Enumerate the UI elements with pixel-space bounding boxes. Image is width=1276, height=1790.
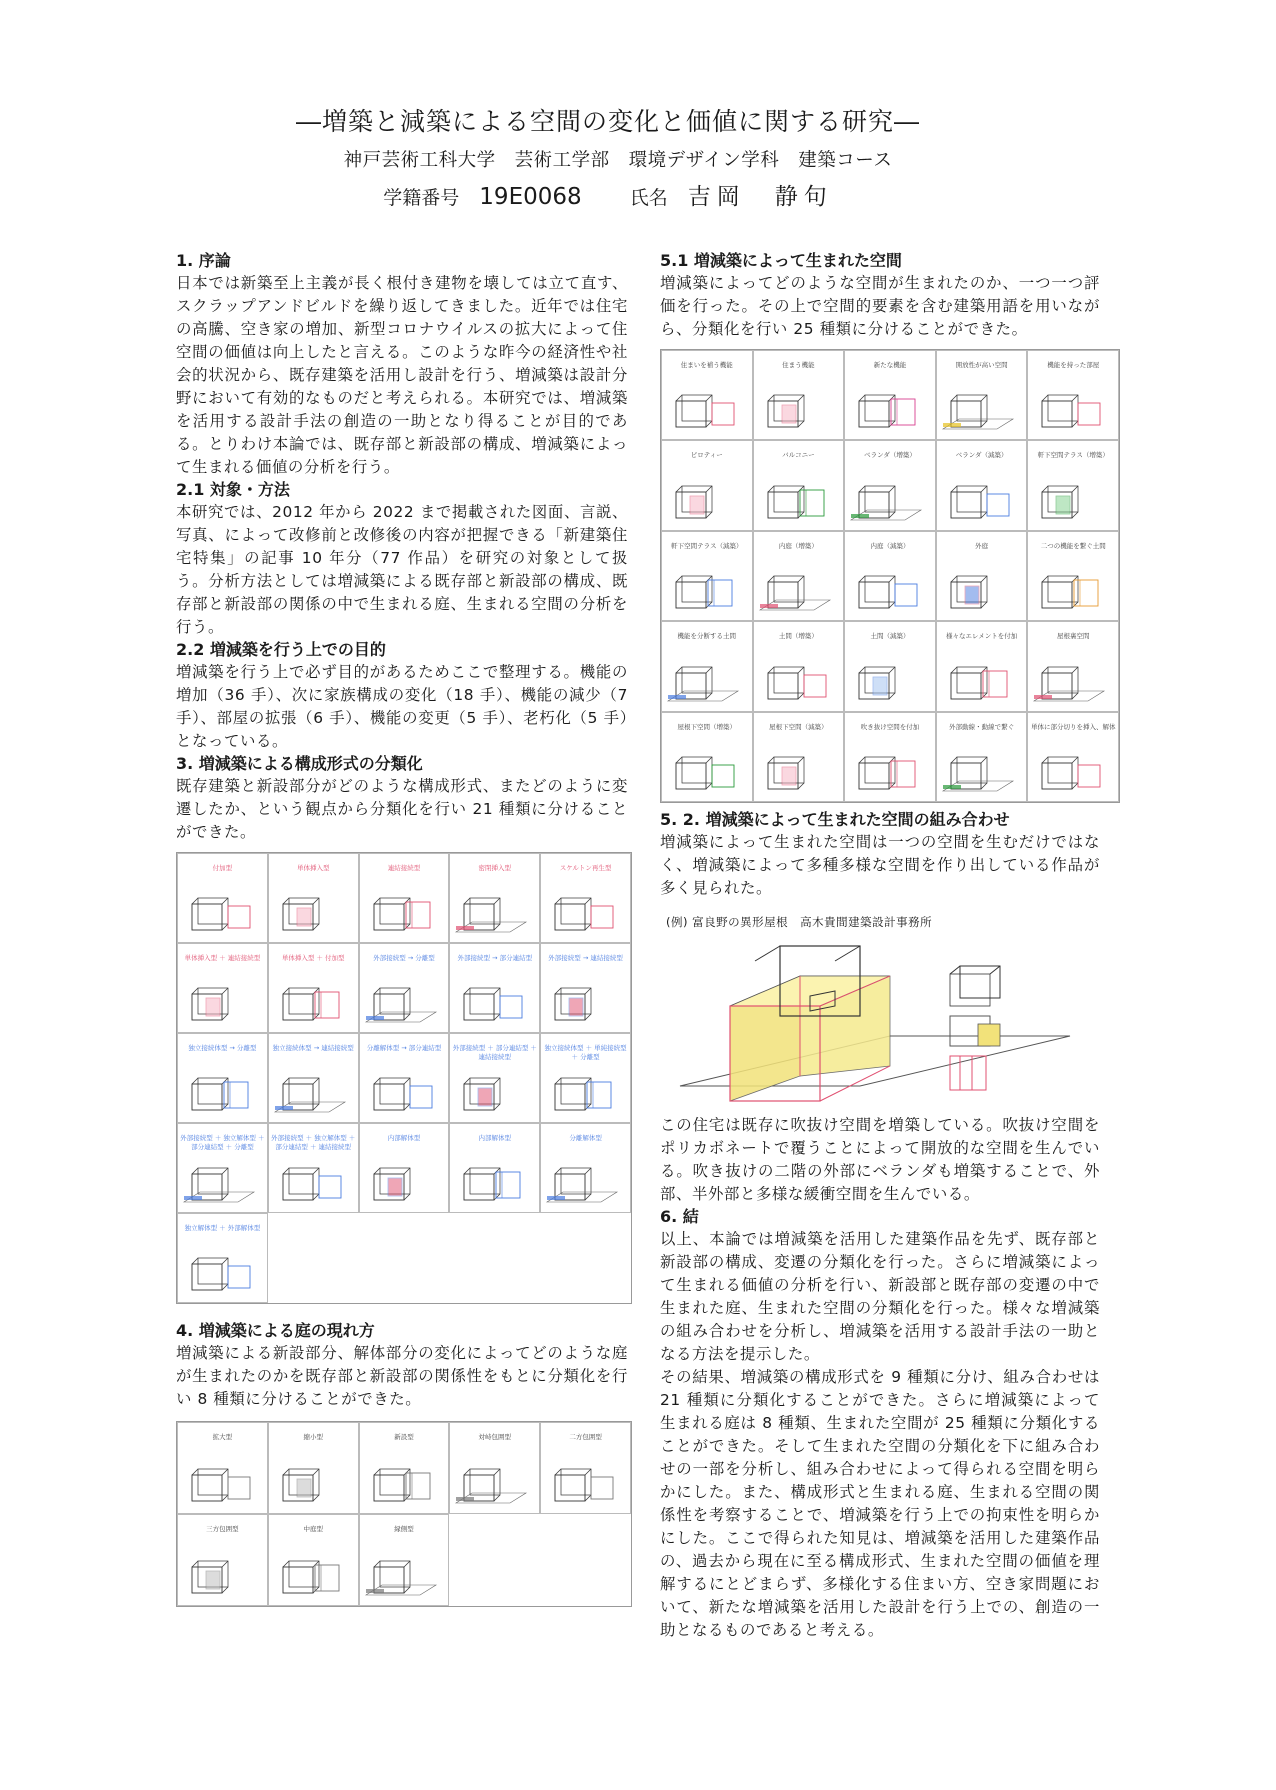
figure-cell [661, 531, 753, 621]
figure-cell [540, 1123, 631, 1213]
cell-diagram [754, 741, 840, 801]
figure-cell-caption: 屋根下空間（減築） [769, 722, 828, 731]
figure-cell [936, 621, 1028, 711]
figure-cell-caption: 単体に部分切りを挿入、解体 [1030, 722, 1116, 731]
figure-cell-caption: ベランダ（増築） [864, 451, 916, 460]
figure-cell [753, 712, 845, 802]
figure-cell-empty [359, 1213, 450, 1303]
figure-cell [359, 943, 450, 1033]
section-title: 1. 序論 [176, 251, 231, 270]
figure-cell-caption: 軒下空間テラス（減築） [671, 541, 743, 550]
figure-cell-caption: 単体挿入型 [296, 864, 330, 872]
figure-cell [268, 1514, 359, 1606]
figure-cell-caption: 吹き抜け空間を付加 [860, 722, 920, 731]
figure-cell-caption: 縮小型 [303, 1433, 323, 1441]
example-caption: (例) 富良野の異形屋根 高木貴間建築設計事務所 [666, 915, 933, 929]
section-body: 増減築によって生まれた空間は一つの空間を生むだけではなく、増減築によって多種多様な空間を作り出している作品が多く見られた。 [660, 833, 1100, 897]
figure-cell [936, 712, 1028, 802]
cell-diagram [178, 1242, 264, 1302]
left-column [176, 250, 628, 1607]
cell-diagram [269, 882, 355, 942]
cell-diagram [450, 972, 536, 1032]
figure-cell [359, 1422, 450, 1514]
figure-cell-caption: 外部接続型 → 部分連結型 [457, 954, 533, 962]
figure-cell-caption: 新設型 [394, 1433, 414, 1441]
figure-cell [268, 1422, 359, 1514]
cell-diagram [937, 560, 1023, 620]
figure-cell [844, 621, 936, 711]
figure-cell [268, 853, 359, 943]
figure-cell-caption: 中庭型 [303, 1525, 323, 1533]
cell-diagram [541, 1453, 627, 1513]
figure-cell [540, 1422, 631, 1514]
cell-diagram [937, 470, 1023, 530]
figure-cell [177, 1213, 268, 1303]
figure-cell [936, 440, 1028, 530]
figure-cell [268, 1033, 359, 1123]
cell-diagram [662, 741, 748, 801]
cell-diagram [450, 1152, 536, 1212]
figure-cell-caption: 二方包囲型 [569, 1433, 602, 1441]
cell-diagram [178, 1062, 264, 1122]
section-body: 増減築によってどのような空間が生まれたのか、一つ一つ評価を行った。その上で空間的要素を含む建築用語を用いながら、分類化を行い 25 種類に分けることができた。 [660, 274, 1100, 338]
cell-diagram [937, 379, 1023, 439]
figure-cell-empty [540, 1213, 631, 1303]
example-diagram [660, 936, 1100, 1106]
figure-cell [449, 853, 540, 943]
cell-diagram [450, 1453, 536, 1513]
figure-cell-caption: 内庭（減築） [870, 541, 910, 550]
figure-cell-caption: バルコニー [782, 451, 815, 460]
figure-cell-empty [540, 1514, 631, 1606]
paper-header [0, 102, 1276, 211]
figure-cell [1027, 712, 1119, 802]
figure-cell [661, 621, 753, 711]
cell-diagram [360, 1152, 446, 1212]
figure-cell-empty [449, 1213, 540, 1303]
figure-cell [844, 440, 936, 530]
figure-cell-empty [268, 1213, 359, 1303]
cell-diagram [662, 470, 748, 530]
figure-cell [449, 1123, 540, 1213]
figure-cell-caption: 付加型 [212, 864, 233, 872]
figure-cell-caption: 独立接続体型 → 分離型 [188, 1044, 257, 1052]
author-name: 吉岡 静句 [687, 184, 833, 210]
figure-cell [449, 1033, 540, 1123]
figure-cell [661, 712, 753, 802]
figure-cell-caption: 機能を持った部屋 [1047, 361, 1100, 369]
figure-cell [177, 1514, 268, 1606]
affiliation: 神戸芸術工科大学 芸術工学部 環境デザイン学科 建築コース [343, 150, 893, 171]
figure-cell-caption: 屋根裏空間 [1056, 632, 1090, 641]
cell-diagram [269, 1545, 355, 1605]
cell-diagram [360, 882, 446, 942]
figure-cell [177, 1123, 268, 1213]
cell-diagram [754, 651, 840, 711]
figure-cell-caption: 三方包囲型 [206, 1525, 239, 1533]
figure-cell-caption: 独立接続体型 ＋ 単純接続型 ＋ 分離型 [544, 1044, 627, 1061]
figure-cell-caption: 様々なエレメントを付加 [945, 632, 1018, 641]
composition-type-figure [176, 852, 632, 1304]
cell-diagram [178, 1545, 264, 1605]
figure-cell [540, 943, 631, 1033]
cell-diagram [269, 1062, 355, 1122]
figure-cell-caption: 分離解体型 → 部分連結型 [366, 1044, 442, 1052]
figure-cell-caption: ピロティー [690, 451, 723, 460]
figure-cell [753, 350, 845, 440]
figure-cell-caption: 機能を分断する土間 [677, 632, 737, 641]
cell-diagram [845, 560, 931, 620]
section-body: 日本では新築至上主義が長く根付き建物を壊しては立て直す、スクラップアンドビルドを繰り返してきました。近年では住宅の高騰、空き家の増加、新型コロナウイルスの拡大によって住空間の価値は向上したと言える。このような昨今の経済性や社会的状況から、既存建築を活用し設計を行う、増減築は設計分野において有効的なものだと考えられる。本研究では、増減築を活用する設計手法の創造の一助となり得ることが目的である。とりわけ本論では、既存部と新設部の構成、増減築によって生まれる価値の分析を行う。 [176, 274, 628, 476]
figure-cell-caption: 住まう機能 [782, 361, 815, 369]
cell-diagram [1028, 379, 1114, 439]
figure-cell-caption: 外部接続型 → 連結接続型 [548, 954, 623, 962]
cell-diagram [178, 1453, 264, 1513]
cell-diagram [937, 651, 1023, 711]
cell-diagram [845, 651, 931, 711]
cell-diagram [662, 560, 748, 620]
figure-cell [936, 350, 1028, 440]
figure-cell [1027, 440, 1119, 530]
cell-diagram [541, 1062, 627, 1122]
figure-cell-caption: 縁側型 [394, 1525, 414, 1533]
right-column [660, 250, 1116, 1642]
figure-cell-caption: 独立接続体型 → 連結接続型 [272, 1044, 354, 1052]
cell-diagram [269, 1453, 355, 1513]
figure-cell-caption: 外部接続型 ＋ 独立解体型 ＋ 部分連結型 ＋ 分離型 [180, 1134, 265, 1151]
figure-cell-caption: 外部接続型 → 分離型 [373, 954, 435, 962]
cell-diagram [541, 882, 627, 942]
figure-cell [753, 440, 845, 530]
author-line [0, 178, 1276, 211]
figure-cell [359, 853, 450, 943]
cell-diagram [662, 651, 748, 711]
cell-diagram [937, 741, 1023, 801]
garden-type-figure [176, 1421, 632, 1607]
section-title: 4. 増減築による庭の現れ方 [176, 1321, 375, 1340]
cell-diagram [845, 379, 931, 439]
section-body: 既存建築と新設部分がどのような構成形式、またどのように変遷したか、という観点から分類化を行い 21 種類に分けることができた。 [176, 777, 628, 841]
figure-cell-caption: 対峙包囲型 [478, 1433, 512, 1441]
section-title: 2.1 対象・方法 [176, 480, 290, 499]
space-type-figure [660, 349, 1120, 803]
figure-cell-caption: 屋根下空間（増築） [677, 722, 737, 731]
cell-diagram [1028, 470, 1114, 530]
cell-diagram [178, 1152, 264, 1212]
figure-cell-caption: 内部解体型 [387, 1134, 421, 1142]
section-title: 5. 2. 増減築によって生まれた空間の組み合わせ [660, 810, 1010, 829]
figure-cell [359, 1123, 450, 1213]
section-body: その結果、増減築の構成形式を 9 種類に分け、組み合わせは 21 種類に分類化することができた。さらに増減築によって生まれる庭は 8 種類、生まれた空間が 25 種類に分類化することができた。そして生まれた空間の分類化を下に組み合わせの一部を分析し、組み合わせによって得られる空間を明らかにした。また、構成形式と生まれる庭、生まれる空間の関係性を考察することで、増減築を行う上での拘束性を明らかにした。ここで得られた知見は、増減築を活用した建築作品の、過去から現在に至る構成形式、生まれた空間の価値を理解するにとどまらず、多様化する住まい方、空き家問題において、新たな増減築を活用した設計を行う上での、創造の一助となるものであると考える。 [660, 1368, 1100, 1639]
figure-cell-caption: 外部動線・動線で繋ぐ [949, 722, 1015, 731]
cell-diagram [360, 1545, 446, 1605]
name-label: 氏名 [629, 187, 668, 209]
figure-cell [540, 1033, 631, 1123]
figure-cell-caption: 外庭 [975, 541, 989, 550]
cell-diagram [178, 882, 264, 942]
cell-diagram [269, 972, 355, 1032]
example-figure [660, 936, 1100, 1106]
cell-diagram [845, 741, 931, 801]
student-id-label: 学籍番号 [383, 187, 460, 209]
section-body: 以上、本論では増減築を活用した建築作品を先ず、既存部と新設部の構成、変遷の分類化を行った。さらに増減築によって生まれる価値の分析を行い、新設部と既存部の変遷の中で生まれた庭、生まれた空間の分類化を行った。様々な増減築の組み合わせを分析し、増減築を活用する設計手法の一助となる方法を提示した。 [660, 1230, 1100, 1363]
cell-diagram [360, 1453, 446, 1513]
section-title: 2.2 増減築を行う上での目的 [176, 640, 386, 659]
cell-diagram [360, 972, 446, 1032]
paper-title: ―増築と減築による空間の変化と価値に関する研究― [295, 107, 920, 136]
figure-cell-caption: 密閉挿入型 [478, 864, 512, 872]
cell-diagram [754, 470, 840, 530]
figure-cell [359, 1033, 450, 1123]
figure-cell-caption: 外部接続型 ＋ 独立解体型 ＋ 部分連結型 ＋ 連結接続型 [271, 1134, 356, 1151]
cell-diagram [541, 1152, 627, 1212]
cell-diagram [754, 560, 840, 620]
cell-diagram [450, 1062, 536, 1122]
figure-cell-caption: 外部接続型 ＋ 部分連結型 ＋ 連結接続型 [452, 1044, 537, 1061]
cell-diagram [450, 882, 536, 942]
student-id: 19E0068 [479, 184, 582, 210]
figure-cell-caption: 分離解体型 [569, 1134, 602, 1142]
figure-cell-caption: 内部解体型 [478, 1134, 512, 1142]
figure-cell-caption: 単体挿入型 ＋ 付加型 [281, 954, 345, 962]
figure-cell [540, 853, 631, 943]
figure-cell-empty [449, 1514, 540, 1606]
figure-cell-caption: 土間（減築） [870, 632, 910, 641]
cell-diagram [269, 1152, 355, 1212]
section-title: 6. 結 [660, 1207, 699, 1226]
figure-cell [359, 1514, 450, 1606]
figure-cell-caption: 開放性が高い空間 [955, 361, 1008, 369]
figure-cell [1027, 531, 1119, 621]
cell-diagram [360, 1062, 446, 1122]
figure-cell-caption: 二つの機能を繋ぐ土間 [1040, 541, 1106, 550]
figure-cell-caption: 独立解体型 ＋ 外部解体型 [184, 1224, 261, 1232]
cell-diagram [845, 470, 931, 530]
figure-cell [753, 621, 845, 711]
figure-cell-caption: 単体挿入型 ＋ 連結接続型 [184, 954, 261, 962]
figure-cell [268, 1123, 359, 1213]
figure-cell [661, 440, 753, 530]
figure-cell [753, 531, 845, 621]
figure-cell [177, 943, 268, 1033]
section-body: 増減築を行う上で必ず目的があるためここで整理する。機能の増加（36 手）、次に家族構成の変化（18 手）、機能の減少（7 手）、部屋の拡張（6 手）、機能の変更（5 手）、老朽化（5 手）となっている。 [176, 663, 628, 750]
figure-cell [1027, 350, 1119, 440]
figure-cell [177, 1422, 268, 1514]
cell-diagram [662, 379, 748, 439]
figure-cell-caption: ベランダ（減築） [955, 451, 1008, 460]
figure-cell [844, 350, 936, 440]
cell-diagram [1028, 741, 1114, 801]
section-title: 3. 増減築による構成形式の分類化 [176, 754, 423, 773]
figure-cell [177, 1033, 268, 1123]
figure-cell [177, 853, 268, 943]
figure-cell [936, 531, 1028, 621]
figure-cell-caption: 住まいを補う機能 [680, 361, 733, 369]
figure-cell-caption: 軒下空間テラス（増築） [1037, 451, 1109, 460]
section-body: 本研究では、2012 年から 2022 まで掲載された図面、言説、写真、によって改修前と改修後の内容が把握できる「新建築住宅特集」の記事 10 年分（77 作品）を研究の対象として扱う。分析方法としては増減築による既存部と新設部の構成、既存部と新設部の関係の中で生まれる庭、生まれる空間の分析を行う。 [176, 503, 628, 636]
cell-diagram [178, 972, 264, 1032]
cell-diagram [541, 972, 627, 1032]
figure-cell-caption: 拡大型 [212, 1433, 233, 1441]
figure-cell-caption: 連結接続型 [387, 864, 421, 872]
figure-cell [1027, 621, 1119, 711]
figure-cell [449, 943, 540, 1033]
figure-cell-caption: スケルトン再生型 [559, 864, 612, 872]
section-title: 5.1 増減築によって生まれた空間 [660, 251, 902, 270]
figure-cell [844, 531, 936, 621]
figure-cell [449, 1422, 540, 1514]
cell-diagram [754, 379, 840, 439]
figure-cell [268, 943, 359, 1033]
cell-diagram [1028, 651, 1114, 711]
figure-cell [844, 712, 936, 802]
section-body: 増減築による新設部分、解体部分の変化によってどのような庭が生まれたのかを既存部と新設部の関係性をもとに分類化を行い 8 種類に分けることができた。 [176, 1344, 628, 1408]
section-body: この住宅は既存に吹抜け空間を増築している。吹抜け空間をポリカボネートで覆うことによって開放的な空間を生んでいる。吹き抜けの二階の外部にベランダも増築することで、外部、半外部と多様な緩衝空間を生んでいる。 [660, 1116, 1100, 1203]
figure-cell [661, 350, 753, 440]
figure-cell-caption: 新たな機能 [873, 361, 907, 369]
figure-cell-caption: 土間（増築） [778, 632, 818, 641]
figure-cell-caption: 内庭（増築） [778, 541, 818, 550]
cell-diagram [1028, 560, 1114, 620]
